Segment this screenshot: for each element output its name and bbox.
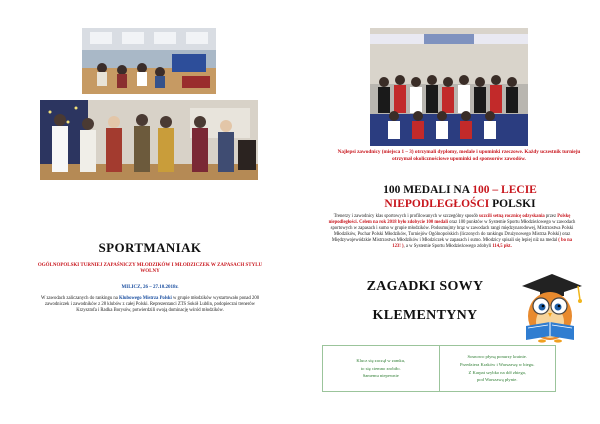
riddle-line: Sosnowo płyną ponurzy krainie. <box>467 354 527 360</box>
riddle-line: Klucz się zaczął w zamku, <box>356 358 406 364</box>
sport-text: W zawodach zaliczanych do rankingu na <box>40 296 119 301</box>
headline-highlight-2: NIEPODLEGŁOŚCI <box>384 198 490 210</box>
riddle-line: pod Warszawą płynie. <box>477 377 518 383</box>
photo-nativity-play <box>40 100 258 180</box>
photo-sports-hall-event <box>82 28 216 94</box>
headline-highlight: 100 – LECIE <box>472 184 537 196</box>
owl-mascot-icon <box>512 270 588 344</box>
article-text: Trenerzy i zawodnicy klas sportowych i profilowanych w szczególny sposób <box>333 214 480 219</box>
sport-section-title: SPORTMANIAK <box>98 240 202 255</box>
sport-article-body <box>36 296 264 314</box>
riddle-line: to się ciemno zrobiło. <box>360 365 401 371</box>
article-headline <box>340 183 580 211</box>
riddle-line: Z Karpat szybko na dół zbiega, <box>468 369 526 375</box>
riddle-line: Przedziera Kraków i Warszawę w biegu. <box>459 361 535 367</box>
riddle-cell-1 <box>323 346 439 391</box>
sport-subtitle: OGÓLNOPOLSKI TURNIEJ ZAPAŚNICZY MŁODZIKÓW I MŁODZICZEK W ZAPASACH STYLU WOLNY <box>37 263 263 275</box>
riddle-table <box>322 345 556 392</box>
article-highlight: uczcili setną rocznicę odzyskania <box>479 214 545 219</box>
article-text: oraz 100 punktów w Systemie Sportu Młodzieżowego w zawodach sportowych w zapasach i sumo w grupie młodzików. Podsumujmy brąz w zawodach rangi międzynarodowej, Mistrzostwa Polski Młodzików, Puchar Polski Młodzików, Turniejów Ogólnopolskich (liczonych do rankingu Drużynowego Mistrza Polski) oraz Międzywojewódzkie Mistrzostwa Młodzików i Młodziczek w zapasach i sumo. Młodzicy spisali się lepiej niż na medal <box>330 220 576 244</box>
article-body <box>328 214 576 251</box>
article-text: przez <box>544 214 558 219</box>
article-text: , a w Systemie Sportu Młodzieżowego zdobyli <box>403 244 493 250</box>
photo-wrestling-team <box>370 28 528 146</box>
article-highlight: ( bo na 123! ) <box>392 238 573 250</box>
riddle-line: Samemu niepewnie <box>362 373 399 379</box>
riddle-section-title: ZAGADKI SOWY KLEMENTYNY <box>366 279 484 323</box>
headline-part-2: POLSKI <box>489 198 536 210</box>
article-highlight: 114,5 pkt. <box>492 244 512 250</box>
article-highlight: Polskę niepodległości. Celem na rok 2018 było zdobycie 100 medali <box>328 214 571 226</box>
sport-date: MILICZ, 26 – 27.10.2018r. <box>121 285 179 290</box>
photo-caption: Najlepsi zawodnicy (miejsca 1 – 3) otrzymali dyplomy, medale i upominki rzeczowe. Każdy uczestnik turnieju otrzymał okolicznościowe upominki od sponsorów zawodów. <box>337 149 581 162</box>
sport-text: w grupie młodzików wystartowało ponad 200 zawodniczek i zawodników z 28 klubów z całej Polski. Reprezentanci ZTS Sokół Lublin, podopieczni trenerów Krzysztofa i Radka Borysów, potwierdzili swoją dominację wśród młodzików. <box>44 296 260 314</box>
sport-highlight: Klubowego Mistrza Polski <box>118 296 172 301</box>
riddle-cell-2 <box>439 346 556 391</box>
headline-part: 100 MEDALI NA <box>383 184 473 196</box>
